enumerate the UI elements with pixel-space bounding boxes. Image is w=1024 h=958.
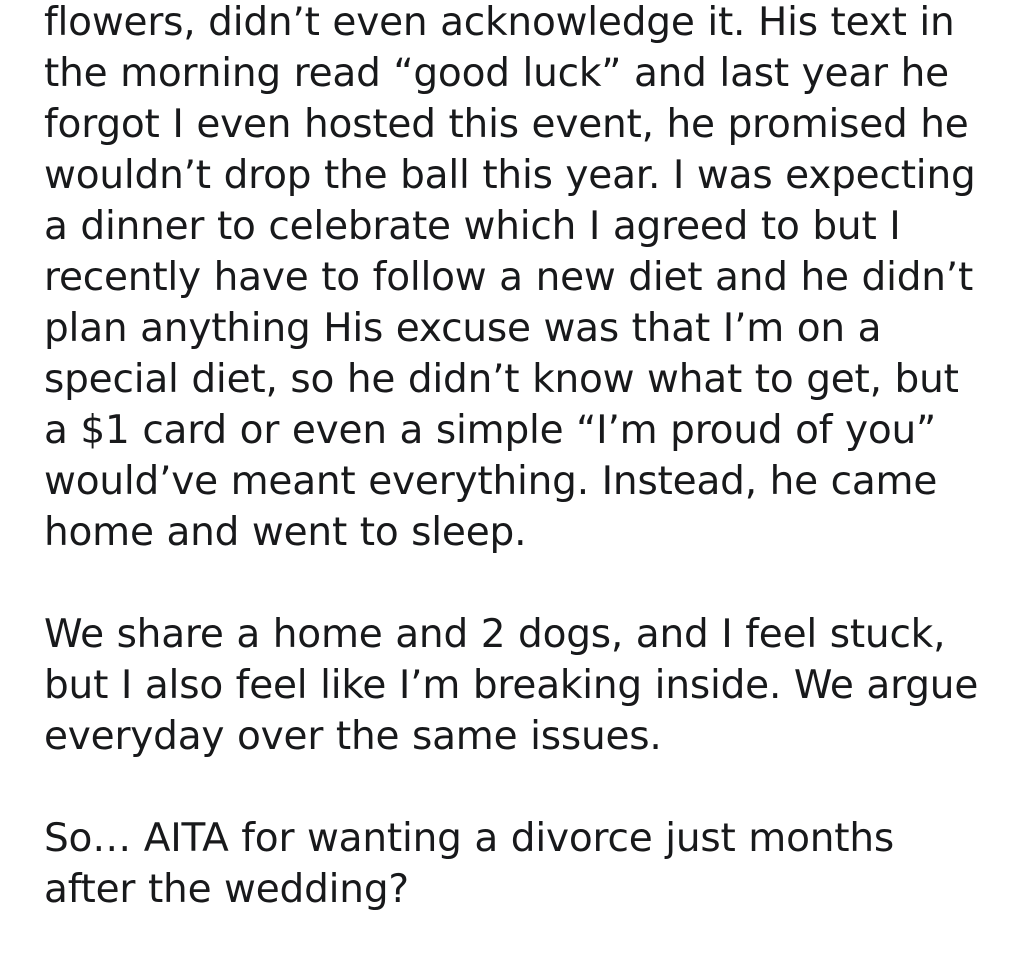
post-paragraph-1: flowers, didn’t even acknowledge it. His text in the morning read “good luck” and last year he forgot I even hosted this event, he promised he wouldn’t drop the ball this year. I was expecting a dinner to celebrate which I agreed to but I recently have to follow a new diet and he didn’t plan anything His excuse was that I’m on a special diet, so he didn’t know what to get, but a $1 card or even a simple “I’m proud of you” would’ve meant everything. Instead, he came home and went to sleep.: [44, 0, 976, 555]
post-paragraph-3: So… AITA for wanting a divorce just months after the wedding?: [44, 816, 894, 912]
post-paragraph-2: We share a home and 2 dogs, and I feel stuck, but I also feel like I’m breaking inside. We argue everyday over the same issues.: [44, 612, 979, 759]
